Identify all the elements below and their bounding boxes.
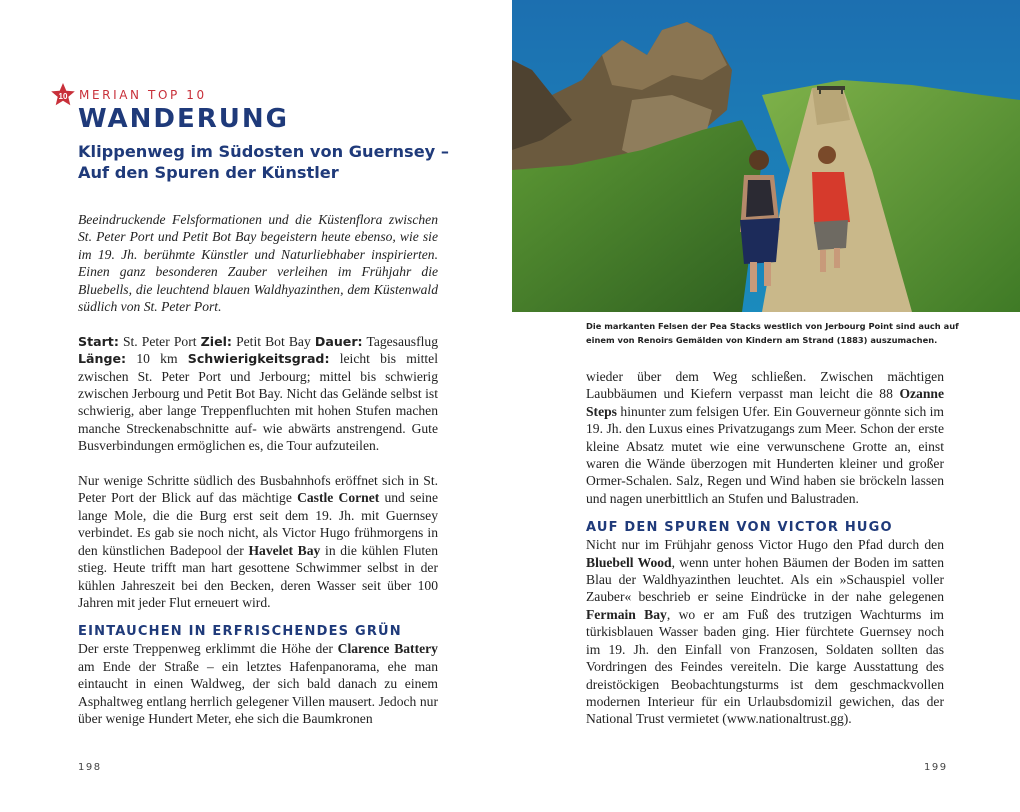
section-heading-victor-hugo: AUF DEN SPUREN VON VICTOR HUGO [586,520,893,536]
place-castle-cornet: Castle Cornet [297,490,380,506]
ziel-value: Petit Bot Bay [236,333,311,349]
place-bluebell-wood: Bluebell Wood [586,554,672,570]
place-ozanne-steps: Ozanne Steps [586,386,944,419]
start-value: St. Peter Port [122,333,197,349]
facts-paragraph [78,333,438,455]
text-run: Nicht nur im Frühjahr genoss Victor Hugo den Pfad durch den [586,537,944,553]
place-clarence-battery: Clarence Battery [337,641,438,657]
start-label: Start: [78,333,119,349]
paragraph-ozanne-steps [586,368,944,507]
text-run: hinunter zum felsigen Ufer. Ein Gouverneur gönnte sich im 19. Jh. den Luxus eines Privatzugangs zum Meer. Schon der erste kleine Absatz mutet wie eine verwunschene Grotte an, einst waren die Wände überzogen mit Hunderten kleiner und großer Ormer-Schalen. Salz, Regen und Wind haben sie bröckeln lassen und nagen unerbittlich an Stufen und Balustraden. [586,403,944,506]
ziel-label: Ziel: [200,333,232,349]
place-havelet-bay: Havelet Bay [248,542,321,558]
text-run: , wenn unter hohen Bäumen der Boden im satten Blau der Waldhyazinthen leuchtet. Als ein »Schauspiel voller Zauber« beschrieb er seine Eindrücke in der nahe gelegenen [586,554,944,605]
paragraph-castle-cornet [78,472,438,611]
section-heading-gruen: EINTAUCHEN IN ERFRISCHENDES GRÜN [78,624,402,640]
page-number-right: 199 [924,762,948,773]
photo-caption: Die markanten Felsen der Pea Stacks westlich von Jerbourg Point sind auch auf einem von Renoirs Gemälden von Kindern am Strand (1883) auszumachen. [586,321,959,345]
paragraph-clarence-battery [78,640,438,727]
left-column [78,211,438,727]
paragraph-victor-hugo [586,536,944,727]
cliff-path-photo [512,0,1020,312]
right-column [586,368,944,728]
text-run: in die kühlen Fluten stieg. Heute trifft man hart gesottene Schwimmer selbst in der kühlen Jahreszeit bei den Becken, deren Wasser seit über 100 Jahren mit jeder Flut erneuert wird. [78,542,438,610]
dauer-label: Dauer: [314,333,363,349]
text-run: Der erste Treppenweg erklimmt die Höhe der [78,641,338,657]
badge-number: 10 [58,91,68,101]
place-fermain-bay: Fermain Bay [586,606,667,622]
star-icon [50,82,76,108]
text-run: und seine lange Mole, die die Burg erst seit dem 19. Jh. mit Guernsey verbindet. Es gab sie noch nicht, als Victor Hugo frühmorgens in den künstlichen Badepool der [78,490,438,558]
page-title: WANDERUNG [78,104,289,134]
laenge-label: Länge: [78,351,127,367]
top10-label: MERIAN TOP 10 [79,88,207,102]
difficulty-value: leicht bis mittel zwischen St. Peter Port und Jerbourg; mittel bis schwierig zwischen Jerbourg und Petit Bot Bay. Nicht das Gelände selbst ist schwierig, aber lange Treppenfluchten mit hohen Stufen machen manche Streckenabschnitte auf- wie abwärts anstrengend. Gute Busverbindungen ermöglichen es, die Tour aufzuteilen. [78,351,438,454]
page-number-left: 198 [78,762,102,773]
difficulty-label: Schwierigkeitsgrad: [187,351,330,367]
dauer-value: Tagesausflug [366,333,438,349]
laenge-value: 10 km [136,351,178,367]
text-run: Nur wenige Schritte südlich des Busbahnhofs eröffnet sich in St. Peter Port der Blick auf das mächtige [78,473,438,506]
text-run: , wo er am Fuß des trutzigen Wachturms im türkisblauen Wasser baden ging. Hier fürchtete Guernsey noch im 19. Jh. den Einfall von Franzosen, Soldaten sollten das Vordringen des Feindes vereiteln. Die karge Ausstattung des dreistöckigen Beobachtungsturms ist dem geschmackvollen modernen Interieur für ein Urlaubsdomizil gewichen, das der National Trust vermietet (www.nationaltrust.gg). [586,606,945,727]
text-run: wieder über dem Weg schließen. Zwischen mächtigen Laubbäumen und Kiefern verpasst man leicht die 88 [586,369,944,402]
text-run: am Ende der Straße – ein letztes Hafenpanorama, ehe man eintaucht in einen Waldweg, der sich bald danach zu einem Asphaltweg entlang herrlich gelegener Villen mausert. Jedoch nur über wenige Hundert Meter, ehe sich die Baumkronen [78,658,438,726]
intro-paragraph: Beeindruckende Felsformationen und die Küstenflora zwischen St. Peter Port und Petit Bot Bay begeistern heute ebenso, wie sie im 19. Jh. berühmte Künstler und Naturliebhaber inspirierten. Einen ganz besonderen Zauber verleihen im Frühjahr die Bluebells, die leuchtend blauen Waldhyazinthen, dem Küstenwald südlich von St. Peter Port. [78,212,438,315]
page-subtitle: Klippenweg im Südosten von Guernsey – Auf den Spuren der Künstler [78,142,449,182]
